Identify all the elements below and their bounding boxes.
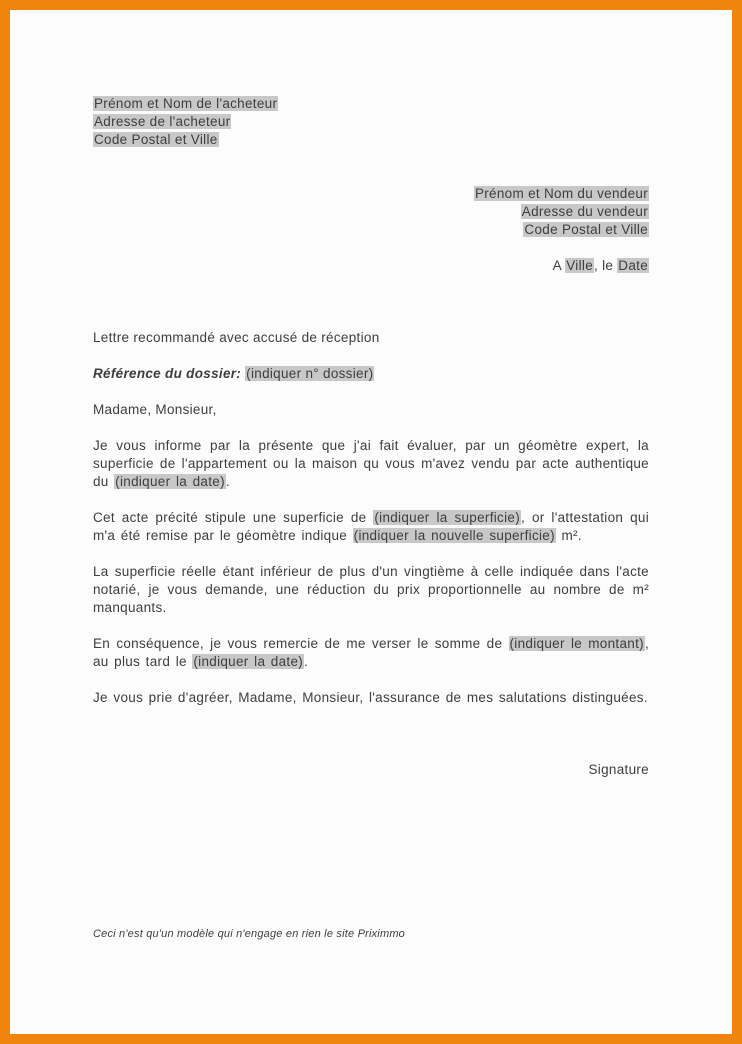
paragraph-1-end: .: [225, 474, 230, 489]
paragraph-4-text-a: En conséquence, je vous remercie de me verser le somme de: [93, 636, 509, 651]
paragraph-5-text: Je vous prie d'agréer, Madame, Monsieur, l'assurance de mes salutations distinguées.: [93, 690, 648, 705]
paragraph-1: [93, 437, 649, 491]
buyer-city-line: [93, 131, 649, 149]
vendor-address-line: [93, 203, 649, 221]
paragraph-2: [93, 509, 649, 545]
paragraph-1-text: Je vous informe par la présente que j'ai fait évaluer, par un géomètre expert, la superficie de l'appartement ou la maison qu vous m'avez vendu par acte authentique du: [93, 438, 649, 489]
paragraph-5: [93, 689, 649, 707]
paragraph-3: [93, 563, 649, 617]
vendor-address-placeholder: Adresse du vendeur: [521, 204, 648, 219]
paragraph-4: [93, 635, 649, 671]
place-date-line: [93, 257, 649, 275]
buyer-name-line: [93, 95, 649, 113]
reference-placeholder: (indiquer n° dossier): [246, 366, 374, 381]
date-prefix: A: [552, 258, 566, 273]
paragraph-4-end: .: [304, 654, 309, 669]
date-middle: , le: [594, 258, 618, 273]
date-placeholder: Date: [618, 258, 648, 273]
signature-label: Signature: [588, 762, 649, 777]
vendor-name-line: [93, 185, 649, 203]
date-field-placeholder: (indiquer la date): [115, 474, 225, 489]
footer-disclaimer: Ceci n'est qu'un modèle qui n'engage en rien le site Priximmo: [93, 928, 405, 940]
buyer-name-placeholder: Prénom et Nom de l'acheteur: [94, 96, 278, 111]
paragraph-3-text: La superficie réelle étant inférieur de plus d'un vingtième à celle indiquée dans l'acte notarié, je vous demande, une réduction du prix proportionnelle au nombre de m² manquants.: [93, 564, 649, 615]
reference-label: Référence du dossier:: [93, 366, 242, 381]
paragraph-4-text-b: , au plus tard le: [93, 636, 649, 669]
paragraph-2-end: m².: [555, 528, 582, 543]
buyer-address-block: [93, 95, 649, 149]
city-placeholder: Ville: [566, 258, 594, 273]
paragraph-2-text-a: Cet acte précité stipule une superficie de: [93, 510, 374, 525]
subject-line: Lettre recommandé avec accusé de réception: [93, 330, 380, 345]
buyer-address-placeholder: Adresse de l'acheteur: [94, 114, 231, 129]
surface-field-placeholder: (indiquer la superficie): [374, 510, 521, 525]
vendor-city-line: [93, 221, 649, 239]
new-surface-field-placeholder: (indiquer la nouvelle superficie): [353, 528, 555, 543]
salutation: Madame, Monsieur,: [93, 402, 217, 417]
buyer-city-placeholder: Code Postal et Ville: [94, 132, 218, 147]
buyer-address-line: [93, 113, 649, 131]
deadline-date-placeholder: (indiquer la date): [193, 654, 304, 669]
vendor-name-placeholder: Prénom et Nom du vendeur: [474, 186, 648, 201]
reference-line: [93, 365, 649, 383]
vendor-address-block: [93, 185, 649, 239]
paragraph-2-text-b: , or l'attestation qui m'a été remise par le géomètre indique: [93, 510, 649, 543]
letter-content: [93, 10, 649, 943]
vendor-city-placeholder: Code Postal et Ville: [524, 222, 648, 237]
amount-field-placeholder: (indiquer le montant): [509, 636, 644, 651]
